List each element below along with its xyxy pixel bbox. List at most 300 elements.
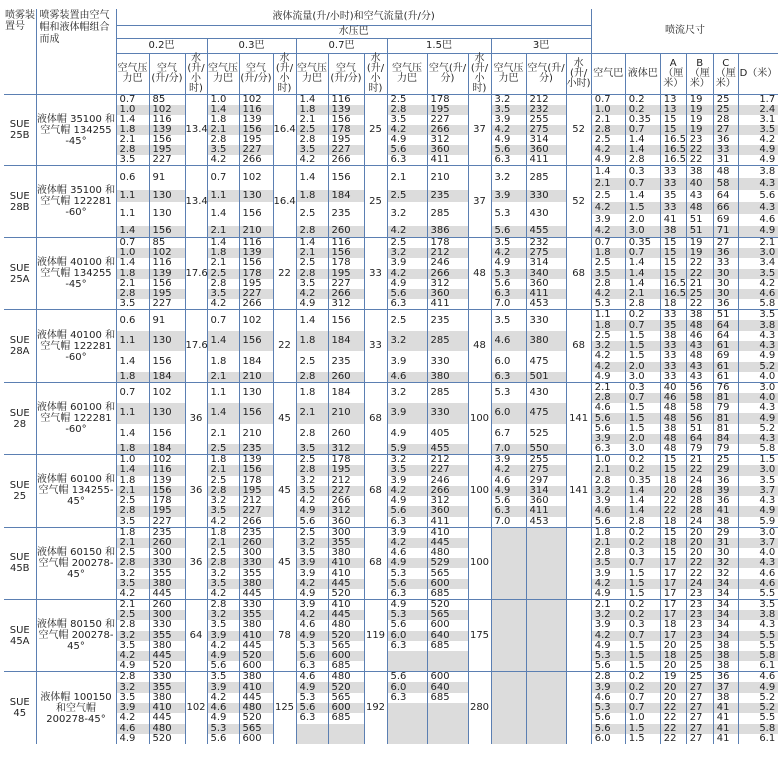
- spray-C-cell: 34: [713, 600, 738, 611]
- air-flow-cell: 600: [427, 579, 468, 589]
- spray-B-cell: 48: [686, 202, 713, 214]
- spray-C-cell: 34: [713, 620, 738, 630]
- air-pressure-cell: 5.6: [387, 620, 427, 630]
- air-flow-cell: 300: [149, 548, 185, 558]
- air-flow-cell: 212: [427, 455, 468, 466]
- air-pressure-cell: 4.2: [116, 713, 149, 723]
- spray-D-cell: 4.3: [738, 341, 778, 351]
- spray-A-cell: 15: [660, 258, 686, 268]
- spray-liquid-cell: 0.3: [625, 382, 660, 393]
- air-flow-cell: 520: [239, 651, 273, 661]
- air-flow-cell: 314: [526, 258, 566, 268]
- air-pressure-cell: 7.0: [491, 299, 526, 310]
- spray-liquid-cell: 1.5: [625, 413, 660, 423]
- spray-air-cell: 5.6: [591, 661, 625, 672]
- air-pressure-cell: 3.2: [296, 476, 328, 486]
- spray-air-cell: 4.6: [591, 403, 625, 413]
- air-flow-cell: 330: [427, 351, 468, 372]
- air-flow-cell: 475: [526, 403, 566, 424]
- air-flow-cell: 184: [239, 351, 273, 372]
- air-pressure-cell: 4.9: [491, 135, 526, 145]
- spray-A-cell: 13: [660, 95, 686, 106]
- air-pressure-cell: 6.3: [387, 693, 427, 703]
- air-flow-cell: 520: [427, 600, 468, 611]
- spray-C-cell: 36: [713, 496, 738, 506]
- water-flow-cell: 37: [468, 95, 491, 166]
- spray-B-cell: 27: [686, 693, 713, 703]
- spray-air-cell: 5.6: [591, 713, 625, 723]
- air-pressure-cell: 1.4: [116, 351, 149, 372]
- air-pressure-cell: 5.6: [296, 651, 328, 661]
- spray-D-cell: 4.0: [738, 393, 778, 403]
- spray-D-cell: 5.2: [759, 422, 776, 434]
- air-flow-cell: 139: [239, 248, 273, 258]
- air-flow-cell: 156: [149, 486, 185, 496]
- air-pressure-cell: 2.5: [207, 269, 239, 279]
- air-pressure-cell: 3.9: [296, 600, 328, 611]
- spray-C-cell: 81: [713, 424, 738, 434]
- air-pressure-cell: 1.8: [116, 527, 149, 538]
- empty-cell: [491, 568, 526, 578]
- air-pressure-cell: 4.9: [207, 713, 239, 723]
- water-flow-cell: 33: [364, 310, 387, 382]
- spray-B-cell: 25: [686, 672, 713, 683]
- air-pressure-cell: 4.9: [296, 682, 328, 692]
- table-row: [4, 310, 778, 321]
- air-pressure-cell: 2.8: [116, 506, 149, 516]
- spray-liquid-cell: 2.0: [625, 214, 660, 226]
- air-pressure-cell: 6.7: [491, 424, 526, 445]
- spray-B-cell: 22: [686, 258, 713, 268]
- air-pressure-cell: 3.5: [387, 115, 427, 125]
- empty-cell: [387, 724, 427, 734]
- spray-A-cell: 48: [660, 413, 686, 423]
- subheader-C: C（厘米）: [713, 54, 738, 95]
- air-pressure-cell: 4.9: [387, 558, 427, 568]
- table-row: [4, 202, 778, 214]
- spray-air-cell: 0.7: [591, 238, 625, 249]
- spray-air-cell: 2.5: [591, 331, 625, 341]
- spray-D-cell: 3.5: [738, 310, 778, 321]
- air-pressure-cell: 6.3: [296, 713, 328, 723]
- air-pressure-cell: 1.1: [207, 382, 239, 403]
- water-flow-cell: 100: [468, 382, 491, 454]
- spray-liquid-cell: 0.2: [625, 527, 660, 538]
- header-pressure-0-2: 0.2巴: [116, 39, 207, 54]
- air-flow-cell: 255: [526, 115, 566, 125]
- spray-air-cell: 4.6: [591, 506, 625, 516]
- table-row: [4, 403, 778, 413]
- spray-air-cell: 3.9: [591, 620, 625, 630]
- spray-liquid-cell: 0.2: [625, 105, 660, 115]
- air-flow-cell: 227: [149, 517, 185, 528]
- air-flow-cell: 330: [239, 558, 273, 568]
- spray-air-cell: 5.6: [591, 413, 625, 423]
- spray-air-cell: 2.5: [591, 190, 625, 202]
- spray-air-cell: 2.1: [591, 600, 625, 611]
- spray-C-cell: 61: [713, 362, 738, 372]
- air-flow-cell: 355: [149, 568, 185, 578]
- spray-air-cell: 2.8: [591, 279, 625, 289]
- spray-air-cell: 4.2: [591, 226, 625, 238]
- spray-D-cell: 4.6: [738, 579, 778, 589]
- composition-cell: 液体帽 40100 和空气帽 134255 -45°: [36, 238, 116, 310]
- air-pressure-cell: 1.4: [207, 202, 239, 226]
- air-pressure-cell: 3.5: [207, 620, 239, 630]
- air-pressure-cell: 3.9: [387, 476, 427, 486]
- spray-C-cell: 30: [713, 279, 738, 289]
- empty-cell: [526, 548, 566, 558]
- air-pressure-cell: 2.1: [207, 258, 239, 268]
- air-pressure-cell: 4.6: [387, 548, 427, 558]
- spray-B-cell: 43: [686, 190, 713, 202]
- air-flow-cell: 130: [149, 202, 185, 226]
- air-pressure-cell: 7.0: [491, 444, 526, 455]
- spray-air-cell: 2.5: [591, 135, 625, 145]
- spray-A-cell: 18: [660, 651, 686, 661]
- air-flow-cell: 266: [328, 289, 364, 299]
- spray-C-cell: 79: [713, 444, 738, 455]
- table-row: [4, 382, 778, 393]
- spray-D-cell: 3.8: [738, 610, 778, 620]
- water-flow-cell: 17.6: [185, 310, 207, 382]
- air-flow-cell: 156: [239, 403, 273, 424]
- spray-D-cell: 3.1: [759, 114, 776, 125]
- air-pressure-cell: 6.0: [387, 631, 427, 641]
- table-row: [4, 589, 778, 600]
- air-flow-cell: 235: [328, 202, 364, 226]
- spray-air-cell: 4.2: [591, 289, 625, 299]
- air-pressure-cell: 0.7: [116, 95, 149, 106]
- air-flow-cell: 156: [328, 166, 364, 190]
- spray-liquid-cell: 1.5: [625, 568, 660, 578]
- spray-liquid-cell: 1.4: [625, 506, 660, 516]
- spray-D-cell: 4.9: [738, 506, 778, 516]
- air-flow-cell: 102: [149, 455, 185, 466]
- air-flow-cell: 246: [427, 258, 468, 268]
- spray-B-cell: 79: [686, 444, 713, 455]
- air-flow-cell: 178: [328, 455, 364, 466]
- air-pressure-cell: 3.5: [116, 641, 149, 651]
- spray-C-cell: 30: [713, 269, 738, 279]
- subheader-B: B（厘米）: [686, 54, 713, 95]
- spray-D-cell: 3.7: [738, 538, 778, 548]
- spray-D-cell: 6.1: [759, 660, 776, 672]
- spray-B-cell: 22: [686, 145, 713, 155]
- composition-cell: 液体帽 60100 和空气帽 134255-45°: [36, 455, 116, 527]
- spray-D-cell: 4.9: [738, 682, 778, 692]
- spray-air-cell: 3.9: [591, 214, 625, 226]
- air-pressure-cell: 4.2: [387, 486, 427, 496]
- air-pressure-cell: 2.5: [387, 238, 427, 249]
- air-pressure-cell: 5.6: [387, 506, 427, 516]
- air-pressure-cell: 1.8: [296, 331, 328, 352]
- air-flow-cell: 195: [328, 135, 364, 145]
- spray-liquid-cell: 1.4: [625, 269, 660, 279]
- spray-D-cell: 3.0: [738, 248, 778, 258]
- composition-cell: 液体帽 60150 和空气帽 200278-45°: [36, 527, 116, 599]
- water-flow-cell: 13.4: [185, 166, 207, 238]
- spray-A-cell: 18: [660, 538, 686, 548]
- spray-C-cell: 30: [713, 289, 738, 299]
- air-pressure-cell: 4.2: [296, 579, 328, 589]
- air-flow-cell: 355: [149, 682, 185, 692]
- air-flow-cell: 156: [149, 135, 185, 145]
- spray-D-cell: 5.5: [738, 631, 778, 641]
- air-flow-cell: 520: [149, 661, 185, 672]
- water-flow-cell: 16.4: [273, 95, 296, 166]
- air-pressure-cell: 1.0: [207, 95, 239, 106]
- spray-B-cell: 51: [686, 214, 713, 226]
- air-flow-cell: 227: [149, 155, 185, 166]
- air-flow-cell: 178: [149, 496, 185, 506]
- air-pressure-cell: 2.1: [207, 125, 239, 135]
- air-pressure-cell: 4.9: [491, 486, 526, 496]
- composition-cell: 液体帽 35100 和空气帽 134255 -45°: [36, 95, 116, 166]
- air-flow-cell: 455: [427, 444, 468, 455]
- empty-cell: [491, 548, 526, 558]
- spray-D-cell: 5.5: [759, 712, 776, 724]
- air-flow-cell: 156: [149, 226, 185, 238]
- air-pressure-cell: 6.3: [491, 372, 526, 383]
- air-flow-cell: 266: [328, 155, 364, 166]
- air-flow-cell: 410: [328, 558, 364, 568]
- air-flow-cell: 640: [427, 682, 468, 692]
- air-pressure-cell: 5.6: [491, 226, 526, 238]
- spray-C-cell: 27: [713, 125, 738, 135]
- air-pressure-cell: 2.8: [116, 558, 149, 568]
- air-flow-cell: 195: [149, 289, 185, 299]
- air-flow-cell: 380: [149, 579, 185, 589]
- air-flow-cell: 685: [427, 693, 468, 703]
- air-flow-cell: 116: [239, 105, 273, 115]
- spray-liquid-cell: 0.2: [625, 465, 660, 475]
- air-pressure-cell: 2.8: [296, 465, 328, 475]
- empty-cell: [491, 600, 526, 611]
- table-row: [4, 672, 778, 683]
- spray-air-cell: 2.8: [591, 672, 625, 683]
- air-flow-cell: 85: [149, 95, 185, 106]
- spray-air-cell: 3.9: [591, 568, 625, 578]
- empty-cell: [526, 527, 566, 538]
- air-flow-cell: 520: [328, 682, 364, 692]
- air-pressure-cell: 2.8: [296, 372, 328, 383]
- air-flow-cell: 355: [239, 568, 273, 578]
- air-flow-cell: 178: [239, 476, 273, 486]
- spray-C-cell: 84: [713, 434, 738, 444]
- air-pressure-cell: 1.8: [116, 269, 149, 279]
- model-cell: SUE 45: [4, 672, 36, 744]
- air-flow-cell: 480: [427, 548, 468, 558]
- empty-water-cell: [566, 672, 591, 744]
- air-pressure-cell: 3.5: [116, 579, 149, 589]
- table-row: [4, 734, 778, 744]
- air-pressure-cell: 3.5: [296, 548, 328, 558]
- air-pressure-cell: 3.9: [491, 115, 526, 125]
- air-pressure-cell: 1.0: [116, 105, 149, 115]
- air-pressure-cell: 1.0: [116, 248, 149, 258]
- spray-air-cell: 4.2: [591, 145, 625, 155]
- air-pressure-cell: 4.9: [387, 135, 427, 145]
- spray-D-cell: 5.8: [759, 298, 776, 310]
- air-pressure-cell: 3.5: [296, 444, 328, 455]
- air-flow-cell: 235: [239, 444, 273, 455]
- table-row: [4, 517, 778, 528]
- empty-cell: [526, 693, 566, 703]
- air-flow-cell: 130: [149, 403, 185, 424]
- air-flow-cell: 195: [328, 465, 364, 475]
- air-flow-cell: 266: [427, 269, 468, 279]
- empty-cell: [491, 703, 526, 713]
- air-flow-cell: 102: [239, 310, 273, 331]
- water-flow-cell: 22: [273, 238, 296, 310]
- air-pressure-cell: 1.1: [116, 202, 149, 226]
- model-cell: SUE 25A: [4, 238, 36, 310]
- spray-B-cell: 40: [686, 178, 713, 190]
- spray-C-cell: 64: [713, 331, 738, 341]
- spray-air-cell: 1.0: [591, 455, 625, 466]
- air-pressure-cell: 3.2: [116, 682, 149, 692]
- air-pressure-cell: 4.9: [116, 661, 149, 672]
- spray-D-cell: 4.0: [759, 370, 776, 382]
- spray-D-cell: 4.3: [759, 402, 776, 414]
- air-flow-cell: 410: [328, 600, 364, 611]
- spray-C-cell: 38: [713, 517, 738, 528]
- air-pressure-cell: 2.8: [116, 620, 149, 630]
- spray-A-cell: 33: [660, 166, 686, 178]
- header-composition: 喷雾装置由空气帽和液体帽组合而成: [36, 9, 116, 95]
- spray-B-cell: 23: [686, 589, 713, 600]
- spray-air-cell: 4.2: [591, 631, 625, 641]
- air-flow-cell: 85: [149, 238, 185, 249]
- air-flow-cell: 565: [328, 641, 364, 651]
- spray-liquid-cell: 2.0: [625, 362, 660, 372]
- spray-A-cell: 22: [660, 713, 686, 723]
- air-pressure-cell: 4.2: [207, 589, 239, 600]
- spray-A-cell: 22: [660, 506, 686, 516]
- air-flow-cell: 178: [427, 238, 468, 249]
- air-pressure-cell: 2.1: [387, 166, 427, 190]
- air-flow-cell: 266: [239, 299, 273, 310]
- spray-air-cell: 2.1: [591, 465, 625, 475]
- spray-C-cell: 36: [713, 476, 738, 486]
- spray-liquid-cell: 1.5: [625, 651, 660, 661]
- spray-C-cell: 28: [713, 115, 738, 125]
- air-flow-cell: 210: [239, 424, 273, 445]
- air-flow-cell: 600: [427, 620, 468, 630]
- air-flow-cell: 227: [239, 145, 273, 155]
- spray-D-cell: 3.0: [738, 382, 778, 393]
- air-flow-cell: 116: [328, 95, 364, 106]
- spray-D-cell: 4.3: [759, 495, 776, 507]
- subheader-water-flow: 水(升/小时): [273, 54, 296, 95]
- spray-A-cell: 33: [660, 362, 686, 372]
- air-flow-cell: 565: [328, 693, 364, 703]
- air-flow-cell: 156: [328, 310, 364, 331]
- subheader-spray-liquid: 液体巴: [625, 54, 660, 95]
- spray-air-cell: 3.2: [591, 486, 625, 496]
- air-flow-cell: 102: [239, 95, 273, 106]
- air-flow-cell: 455: [526, 226, 566, 238]
- spray-liquid-cell: 0.7: [625, 393, 660, 403]
- subheader-air-pressure: 空气压力巴: [116, 54, 149, 95]
- air-pressure-cell: 1.1: [116, 190, 149, 202]
- table-row: [4, 444, 778, 455]
- empty-water-cell: [566, 527, 591, 599]
- spray-liquid-cell: 0.2: [625, 682, 660, 692]
- air-pressure-cell: 2.1: [207, 424, 239, 445]
- empty-cell: [526, 568, 566, 578]
- spray-A-cell: 18: [660, 620, 686, 630]
- empty-cell: [526, 631, 566, 641]
- air-flow-cell: 285: [427, 382, 468, 403]
- empty-cell: [491, 661, 526, 672]
- spray-liquid-cell: 1.4: [625, 190, 660, 202]
- air-pressure-cell: 4.2: [207, 517, 239, 528]
- air-flow-cell: 386: [427, 226, 468, 238]
- air-pressure-cell: 4.6: [296, 620, 328, 630]
- empty-cell: [526, 713, 566, 723]
- air-flow-cell: 411: [427, 517, 468, 528]
- model-cell: SUE 25B: [4, 95, 36, 166]
- spray-liquid-cell: 0.7: [625, 178, 660, 190]
- spray-air-cell: 4.9: [591, 155, 625, 166]
- spray-air-cell: 6.0: [591, 734, 625, 744]
- spray-A-cell: 19: [660, 672, 686, 683]
- spray-B-cell: 64: [686, 434, 713, 444]
- water-flow-cell: 52: [566, 95, 591, 166]
- air-pressure-cell: 3.5: [491, 310, 526, 331]
- air-pressure-cell: 1.4: [296, 95, 328, 106]
- air-pressure-cell: 5.6: [207, 661, 239, 672]
- air-flow-cell: 520: [328, 631, 364, 641]
- water-flow-cell: 192: [364, 672, 387, 744]
- air-flow-cell: 340: [526, 269, 566, 279]
- spray-A-cell: 15: [660, 238, 686, 249]
- air-pressure-cell: 5.6: [387, 289, 427, 299]
- air-pressure-cell: 4.2: [491, 248, 526, 258]
- air-pressure-cell: 4.2: [387, 125, 427, 135]
- air-flow-cell: 330: [239, 600, 273, 611]
- air-flow-cell: 195: [239, 135, 273, 145]
- air-pressure-cell: 2.8: [207, 279, 239, 289]
- spray-air-cell: 4.2: [591, 579, 625, 589]
- spray-B-cell: 43: [686, 372, 713, 383]
- air-flow-cell: 130: [239, 190, 273, 202]
- air-flow-cell: 227: [149, 299, 185, 310]
- air-pressure-cell: 4.6: [491, 476, 526, 486]
- air-flow-cell: 430: [526, 382, 566, 403]
- empty-cell: [427, 651, 468, 661]
- spray-air-cell: 1.8: [591, 320, 625, 330]
- spray-B-cell: 22: [686, 558, 713, 568]
- air-pressure-cell: 3.5: [296, 145, 328, 155]
- air-flow-cell: 227: [328, 145, 364, 155]
- air-flow-cell: 285: [427, 331, 468, 352]
- air-flow-cell: 139: [149, 269, 185, 279]
- air-flow-cell: 212: [427, 248, 468, 258]
- spray-C-cell: 38: [713, 651, 738, 661]
- spray-C-cell: 31: [713, 155, 738, 166]
- spray-C-cell: 29: [713, 465, 738, 475]
- air-pressure-cell: 5.6: [207, 734, 239, 744]
- air-flow-cell: 640: [427, 631, 468, 641]
- air-flow-cell: 178: [239, 269, 273, 279]
- air-flow-cell: 102: [149, 248, 185, 258]
- air-pressure-cell: 4.6: [491, 331, 526, 352]
- water-flow-cell: 17.6: [185, 238, 207, 310]
- water-flow-cell: 33: [364, 238, 387, 310]
